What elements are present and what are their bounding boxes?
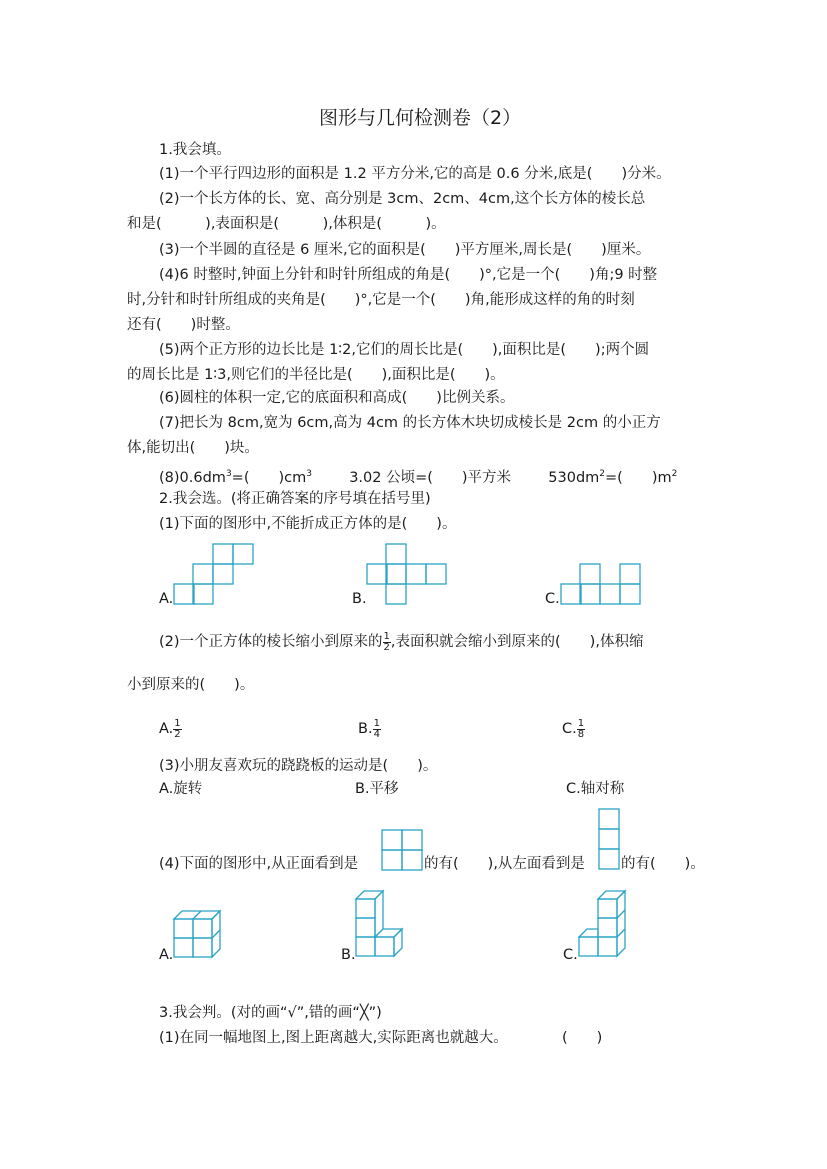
s2-q2-option-c [562, 712, 585, 746]
s2-q2-option-b [358, 712, 381, 746]
cube-net-b-figure [366, 543, 448, 605]
q8-part-a-sup: 3 [225, 469, 232, 479]
option-b-denominator: 4 [373, 728, 380, 740]
option-c-label: C. [562, 721, 577, 737]
option-b-numerator: 1 [373, 717, 380, 729]
s3-question-1-blank: ( ) [562, 1030, 603, 1046]
s2-question-4-part-b: 的有( ),从左面看到是 [424, 856, 585, 872]
q8-part-c: 3.02 公顷=( )平方米 [349, 469, 512, 486]
s1-question-4-line-2: 时,分针和时针所组成的夹角是( )°,它是一个( )角,能形成这样的角的时刻 [127, 292, 635, 308]
q8-part-b-sup: 3 [306, 469, 312, 479]
section-1-heading: 1.我会填。 [159, 142, 231, 158]
option-c-numerator: 1 [577, 717, 585, 729]
q8-part-e-sup: 2 [671, 469, 678, 479]
s2-question-2-line-2: 小到原来的( )。 [127, 677, 255, 693]
section-3-heading: 3.我会判。(对的画“√”,错的画“╳”) [159, 1005, 382, 1021]
s2-question-1: (1)下面的图形中,不能折成正方体的是( )。 [159, 516, 457, 532]
s1-question-4-line-1: (4)6 时整时,钟面上分针和时针所组成的角是( )°,它是一个( )角;9 时整 [159, 267, 658, 283]
s1-question-2-line-2: 和是( ),表面积是( ),体积是( )。 [127, 216, 446, 232]
s1-question-2-line-1: (2)一个长方体的长、宽、高分别是 3cm、2cm、4cm,这个长方体的棱长总 [159, 191, 646, 207]
s2-question-2-line-1 [159, 625, 643, 659]
s1-question-1: (1)一个平行四边形的面积是 1.2 平方分米,它的高是 0.6 分米,底是( )分米。 [159, 166, 671, 182]
option-c-denominator: 8 [577, 728, 585, 740]
front-view-2x2-figure [381, 829, 423, 871]
q2-text-pre: (2)一个正方体的棱长缩小到原来的 [159, 634, 383, 650]
s2-question-4-part-c: 的有( )。 [621, 856, 705, 872]
s1-question-8 [159, 464, 677, 488]
s1-question-4-line-3: 还有( )时整。 [127, 317, 240, 333]
s2-q1-option-c: C. [545, 591, 560, 607]
option-c-fraction [577, 719, 585, 740]
s1-question-7-line-1: (7)把长为 8cm,宽为 6cm,高为 4cm 的长方体木块切成棱长是 2cm 的小正方 [159, 415, 661, 431]
s2-q4-option-c: C. [563, 947, 578, 963]
option-a-fraction [173, 719, 181, 740]
s1-question-5-line-2: 的周长比是 1∶3,则它们的半径比是( ),面积比是( )。 [127, 367, 505, 383]
s2-q4-option-a: A. [159, 947, 174, 963]
q8-part-d: 530dm [548, 469, 600, 486]
cube-stack-a-figure [172, 909, 224, 961]
option-b-label: B. [358, 721, 373, 737]
page-title: 图形与几何检测卷（2） [319, 107, 522, 129]
s2-question-3: (3)小朋友喜欢玩的跷跷板的运动是( )。 [159, 758, 438, 774]
s2-q1-option-b: B. [352, 591, 367, 607]
q8-part-e: =( )m [605, 469, 672, 486]
s1-question-7-line-2: 体,能切出( )块。 [127, 440, 259, 456]
option-b-fraction [373, 719, 381, 740]
s3-question-1: (1)在同一幅地图上,图上距离越大,实际距离也就越大。 [159, 1030, 508, 1046]
left-view-column-figure [598, 808, 620, 870]
s2-q1-option-a: A. [159, 591, 174, 607]
q2-text-post: ,表面积就会缩小到原来的( ),体积缩 [390, 634, 644, 650]
cube-stack-c-figure [577, 889, 629, 961]
s2-question-4-part-a: (4)下面的图形中,从正面看到是 [159, 856, 359, 872]
s2-q4-option-b: B. [341, 947, 356, 963]
q2-fraction [383, 632, 391, 653]
q8-part-a: (8)0.6dm [159, 469, 226, 486]
q2-fraction-numerator: 1 [383, 630, 390, 642]
s1-question-5-line-1: (5)两个正方形的边长比是 1∶2,它们的周长比是( ),面积比是( );两个圆 [159, 342, 650, 358]
section-2-heading: 2.我会选。(将正确答案的序号填在括号里) [159, 491, 431, 507]
s2-q3-option-c: C.轴对称 [566, 781, 625, 797]
option-a-label: A. [159, 721, 174, 737]
option-a-numerator: 1 [174, 717, 181, 729]
s1-question-6: (6)圆柱的体积一定,它的底面积和高成( )比例关系。 [159, 390, 515, 406]
s2-q2-option-a [159, 712, 182, 746]
q8-part-d-sup: 2 [599, 469, 606, 479]
cube-net-c-figure [560, 563, 642, 605]
cube-stack-b-figure [354, 889, 406, 961]
cube-net-a-figure [173, 543, 255, 605]
q8-part-b: =( )cm [231, 469, 307, 486]
q2-fraction-denominator: 2 [383, 641, 390, 653]
s1-question-3: (3)一个半圆的直径是 6 厘米,它的面积是( )平方厘米,周长是( )厘米。 [159, 242, 651, 258]
s2-q3-option-a: A.旋转 [159, 781, 203, 797]
s2-q3-option-b: B.平移 [355, 781, 399, 797]
option-a-denominator: 2 [174, 728, 181, 740]
